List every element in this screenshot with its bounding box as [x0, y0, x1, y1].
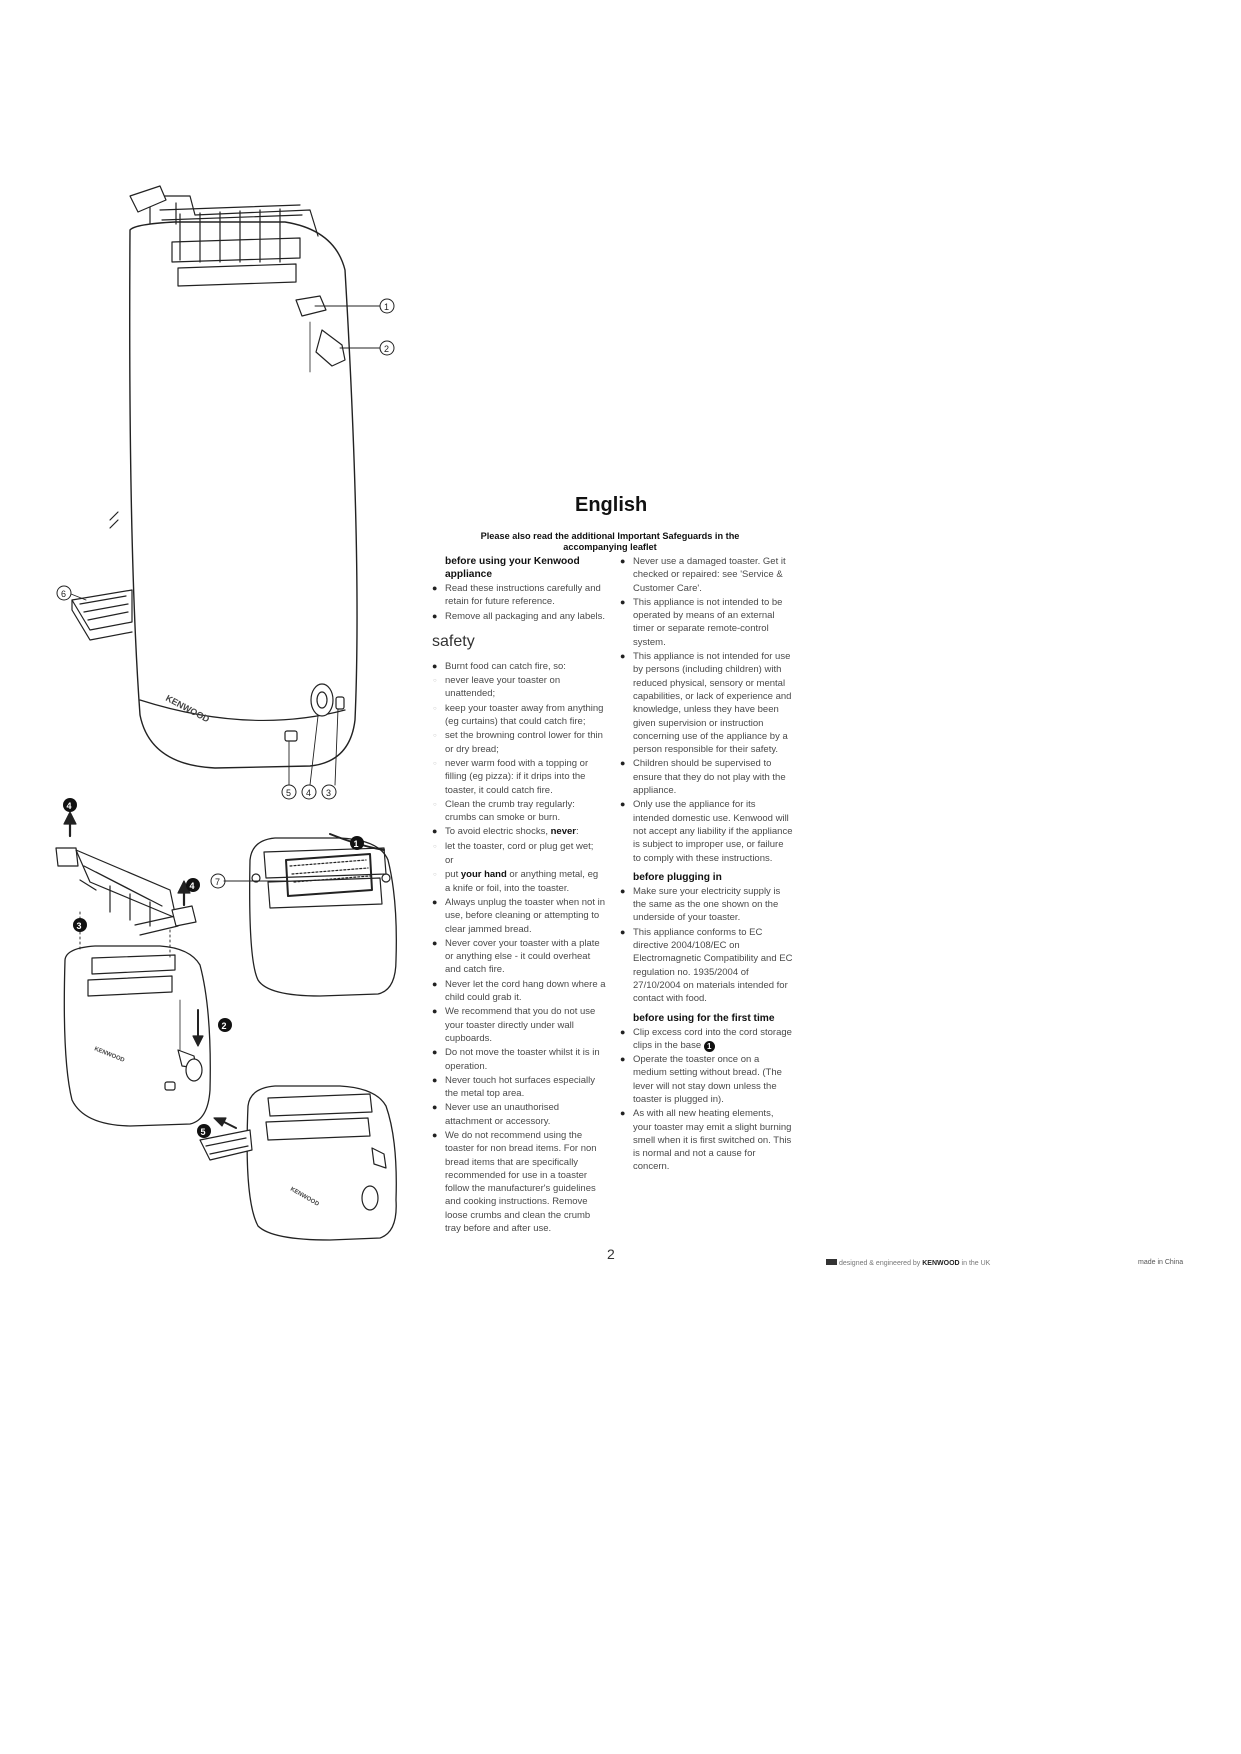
shock-your-hand: your hand — [460, 869, 507, 881]
list-item: ● We do not recommend using the toaster for non bread items. For non bread items that are specifically recommended for use in a toaster follow the manufacturer's guidelines and cooking instructions. Remove loose crumbs and clean the crumb tray before and after use. — [432, 1129, 606, 1235]
callout-1: 1 — [384, 302, 390, 312]
shock-lead: To avoid electric shocks, — [445, 826, 548, 838]
page-title: English — [575, 494, 648, 516]
first-time-heading: before using for the first time — [633, 1012, 775, 1024]
step-4-marker-top: 4 — [66, 801, 72, 811]
list-item: ● As with all new heating elements, your toaster may emit a slight burning smell when it is first switched on. This is normal and not a cause for concern. — [620, 1107, 794, 1173]
step-2-marker: 2 — [221, 1021, 227, 1031]
rack-removal-drawing — [56, 812, 196, 958]
list-item: ● Make sure your electricity supply is the same as the one shown on the underside of your toaster. — [620, 885, 794, 925]
before-using-list — [432, 582, 606, 623]
list-subitem: ○ never leave your toaster on unattended; — [432, 674, 606, 701]
list-subitem: ○ never warm food with a topping or filling (eg pizza): if it drips into the toaster, it could catch fire. — [432, 757, 606, 797]
list-item: ● Never use an unauthorised attachment or accessory. — [432, 1101, 606, 1128]
callout-2: 2 — [384, 344, 390, 354]
first-time-list — [620, 1026, 794, 1174]
designed-text: designed & engineered by — [838, 1260, 921, 1267]
brand-label-small: KENWOOD — [93, 1046, 126, 1064]
callout-4: 4 — [306, 788, 312, 798]
step-markers — [63, 798, 364, 1138]
step-5-marker: 5 — [200, 1127, 206, 1137]
list-item: ● Do not move the toaster whilst it is in operation. — [432, 1046, 606, 1073]
list-item: ● Only use the appliance for its intended domestic use. Kenwood will not accept any liability if the appliance is subject to improper use, or failure to comply with these instructions. — [620, 798, 794, 864]
cord-storage-toaster-drawing — [224, 834, 396, 996]
list-item — [620, 1026, 794, 1053]
right-safety-list — [620, 555, 794, 865]
callout-7: 7 — [215, 877, 221, 887]
made-in-label: made in China — [1138, 1259, 1184, 1266]
clip-cord-text: Clip excess cord into the cord storage clips in the base — [633, 1026, 792, 1051]
list-item: ● This appliance conforms to EC directive 2004/108/EC on Electromagnetic Compatibility and EC regulation no. 1935/2004 of 27/10/2004 on materials intended for contact with food. — [620, 926, 794, 1006]
list-item: ● Never let the cord hang down where a child could grab it. — [432, 978, 606, 1005]
list-item: ● Read these instructions carefully and retain for future reference. — [432, 582, 606, 609]
step-3-marker: 3 — [76, 921, 82, 931]
safety-list — [432, 660, 606, 1235]
list-subitem: ○ set the browning control lower for thin or dry bread; — [432, 729, 606, 756]
list-item: ● Children should be supervised to ensure that they do not play with the appliance. — [620, 757, 794, 797]
step-1-marker: 1 — [353, 839, 359, 849]
list-subitem: ○ let the toaster, cord or plug get wet; — [432, 840, 606, 853]
brand-label-tray: KENWOOD — [289, 1186, 320, 1208]
intro-line-1: Please also read the additional Important Safeguards in the — [480, 531, 740, 541]
list-item: ● We recommend that you do not use your toaster directly under wall cupboards. — [432, 1005, 606, 1045]
main-toaster-drawing — [71, 186, 382, 785]
list-item: ● This appliance is not intended for use by persons (including children) with reduced physical, sensory or mental capabilities, or lack of experience and knowledge, unless they have been given supervision or instruction concerning use of the appliance by a person responsible for their safety. — [620, 650, 794, 756]
page-number: 2 — [607, 1246, 615, 1262]
list-item: ● Operate the toaster once on a medium setting without bread. (The lever will not stay down unless the toaster is plugged in). — [620, 1053, 794, 1106]
list-subitem — [432, 868, 606, 895]
list-item: ● This appliance is not intended to be operated by means of an external timer or separate remote-control system. — [620, 596, 794, 649]
list-subitem: ○ Clean the crumb tray regularly: crumbs can smoke or burn. — [432, 798, 606, 825]
list-item: ● Always unplug the toaster when not in use, before cleaning or attempting to clear jammed bread. — [432, 896, 606, 936]
step-1-inline-marker: 1 — [704, 1041, 715, 1052]
before-using-heading: before using your Kenwood appliance — [445, 556, 580, 580]
safety-heading: safety — [432, 632, 475, 650]
intro-line-2: accompanying leaflet — [563, 542, 657, 552]
shock-rest: or anything metal, eg a knife or foil, into the toaster. — [445, 869, 599, 894]
designed-uk: in the UK — [961, 1260, 991, 1267]
before-plugging-heading: before plugging in — [633, 871, 722, 883]
brand-label-main: KENWOOD — [164, 692, 212, 725]
left-text-column — [432, 555, 606, 1236]
lever-down-toaster-drawing — [64, 946, 210, 1126]
right-text-column — [620, 555, 794, 1175]
list-item: ● Never cover your toaster with a plate or anything else - it could overheat and catch fire. — [432, 937, 606, 977]
list-item: ● To avoid electric shocks, never: — [432, 825, 606, 838]
designed-brand: KENWOOD — [922, 1260, 960, 1267]
callout-3: 3 — [326, 788, 332, 798]
list-subitem: ○ keep your toaster away from anything (eg curtains) that could catch fire; — [432, 702, 606, 729]
shock-never: never — [550, 826, 576, 838]
callout-6: 6 — [61, 589, 67, 599]
callout-5: 5 — [286, 788, 292, 798]
designed-by-line — [826, 1259, 990, 1267]
shock-put: put — [445, 869, 459, 881]
list-item: ● Remove all packaging and any labels. — [432, 610, 606, 623]
step-4-marker-right: 4 — [189, 881, 195, 891]
list-item: ● Burnt food can catch fire, so: — [432, 660, 606, 673]
intro-note — [440, 531, 780, 553]
list-subitem: or — [445, 855, 454, 867]
list-item: ● Never touch hot surfaces especially the metal top area. — [432, 1074, 606, 1101]
uk-flag-icon — [826, 1259, 837, 1265]
crumb-tray-toaster-drawing — [200, 1086, 396, 1240]
before-plugging-list — [620, 885, 794, 1006]
list-item: ● Never use a damaged toaster. Get it checked or repaired: see 'Service & Customer Care'. — [620, 555, 794, 595]
